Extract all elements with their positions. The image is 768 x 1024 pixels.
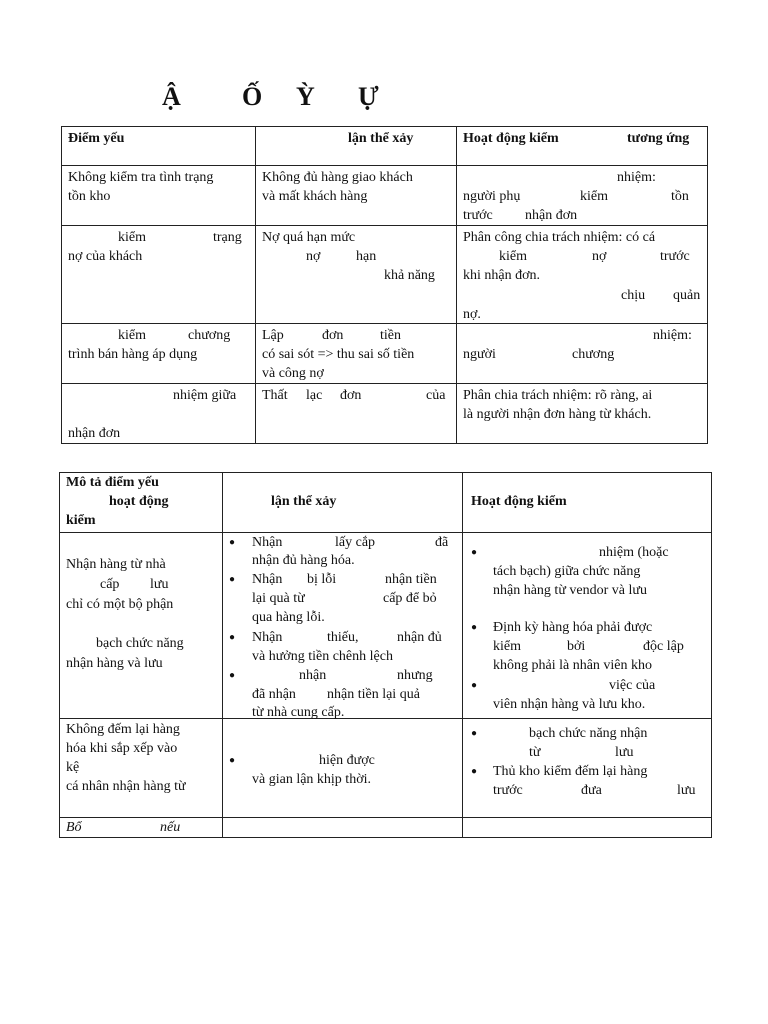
table1-header-control-b: tương ứng — [627, 131, 690, 146]
cell-text: viên nhận hàng và lưu kho. — [493, 697, 646, 712]
cell-text: Phân công chia trách nhiệm: có cá — [463, 230, 656, 245]
cell-text: kiểm — [493, 639, 521, 654]
table-cell — [60, 533, 223, 719]
title-char-4: Ự — [358, 82, 379, 111]
cell-text: nhiệm: — [653, 328, 692, 343]
cell-text: chương — [572, 347, 615, 362]
table2-header-control: Hoạt động kiểm — [471, 494, 567, 509]
cell-text: nếu — [160, 820, 181, 835]
cell-text: lấy cắp — [335, 535, 376, 550]
cell-text: nhận tiền lại quả — [327, 687, 420, 702]
cell-text: Không đủ hàng giao khách — [262, 170, 413, 185]
table-row — [62, 324, 708, 384]
table1-header-cell — [457, 127, 708, 166]
cell-text: đơn — [340, 388, 362, 403]
cell-text: người — [463, 347, 496, 362]
table1-header-weakness: Điểm yếu — [68, 131, 125, 146]
table-row — [62, 166, 708, 226]
table-row — [62, 384, 708, 444]
cell-text: nhận đủ hàng hóa. — [252, 553, 355, 568]
cell-text: Lập — [262, 328, 284, 343]
cell-text: kiểm — [580, 189, 608, 204]
table-cell — [463, 719, 712, 818]
cell-text: người phụ — [463, 189, 521, 204]
cell-text: Không kiểm tra tình trạng — [68, 170, 214, 185]
cell-text: nhiệm: — [617, 170, 656, 185]
cell-text: đã — [435, 535, 449, 550]
table-row — [62, 226, 708, 324]
cell-text: nhưng — [397, 668, 433, 683]
table-cell — [457, 384, 708, 444]
table-cell — [62, 324, 256, 384]
cell-text: chịu — [621, 288, 646, 303]
cell-text: bởi — [567, 639, 586, 654]
cell-text: từ nhà cung cấp. — [252, 705, 345, 720]
table2-header-weakness-c: kiểm — [66, 513, 96, 528]
cell-text: trạng — [213, 230, 242, 245]
cell-text: lưu — [615, 745, 634, 760]
cell-text: độc lập — [643, 639, 684, 654]
table-row — [60, 533, 712, 719]
cell-text: và hưởng tiền chênh lệch — [252, 649, 393, 664]
table2-header-weakness: Mô tả điểm yếu — [66, 475, 159, 490]
cell-text: Không đếm lại hàng — [66, 722, 180, 737]
cell-text: trước — [463, 208, 493, 223]
bullet-icon: ● — [471, 728, 478, 739]
cell-text: nhận tiền — [385, 572, 437, 587]
cell-text: đưa — [581, 783, 602, 798]
bullet-icon: ● — [229, 537, 236, 548]
table-cell — [457, 324, 708, 384]
cell-text: việc của — [609, 678, 656, 693]
cell-text: trình bán hàng áp dụng — [68, 347, 198, 362]
table2-header-weakness-b: hoạt động — [109, 494, 169, 509]
cell-text: tách bạch) giữa chức năng — [493, 564, 641, 579]
bullet-icon: ● — [229, 670, 236, 681]
cell-text: Định kỳ hàng hóa phải được — [493, 620, 653, 635]
table-cell — [223, 818, 463, 838]
title-char-2: Ố — [242, 82, 263, 111]
cell-text: tiền — [380, 328, 401, 343]
cell-text: nhận đơn — [68, 426, 121, 441]
cell-text: qua hàng lỗi. — [252, 610, 325, 625]
cell-text: thiếu, — [327, 630, 359, 645]
cell-text: Nhận hàng từ nhà — [66, 557, 166, 572]
table1-header-control: Hoạt động kiểm — [463, 131, 559, 146]
cell-text: cá nhân nhận hàng từ — [66, 779, 186, 794]
cell-text: của — [426, 388, 446, 403]
cell-text: hạn — [356, 249, 377, 264]
bullet-icon: ● — [229, 574, 236, 585]
cell-text: khi nhận đơn. — [463, 268, 541, 283]
cell-text: Nhận — [252, 572, 283, 587]
bullet-icon: ● — [471, 622, 478, 633]
table-cell — [223, 533, 463, 719]
cell-text: nợ — [592, 249, 607, 264]
table-cell — [463, 818, 712, 838]
table-row — [60, 719, 712, 818]
cell-text: trước — [493, 783, 523, 798]
cell-text: kiểm — [499, 249, 527, 264]
cell-text: lưu — [677, 783, 696, 798]
cell-text: Thất — [262, 388, 288, 403]
cell-text: chỉ có một bộ phận — [66, 597, 174, 612]
cell-text: hiện được — [319, 753, 375, 768]
cell-text: nhận — [299, 668, 327, 683]
cell-text: là người nhận đơn hàng từ khách. — [463, 407, 652, 422]
cell-text: nhận đủ — [397, 630, 442, 645]
cell-text: hóa khi sắp xếp vào — [66, 741, 178, 756]
table-cell — [256, 384, 457, 444]
cell-text: Phân chia trách nhiệm: rõ ràng, ai — [463, 388, 653, 403]
title-char-3: Ỳ — [296, 82, 315, 111]
table2-header-row — [60, 473, 712, 533]
table-cell — [223, 719, 463, 818]
cell-text: Thủ kho kiểm đếm lại hàng — [493, 764, 648, 779]
bullet-icon: ● — [471, 680, 478, 691]
table1-header-fraud: lận thể xảy — [348, 131, 414, 146]
cell-text: Nhận — [252, 535, 283, 550]
cell-text: Bổ — [66, 820, 82, 835]
cell-text: nhiệm giữa — [173, 388, 237, 403]
weakness-table-1 — [61, 126, 708, 444]
cell-text: bị lỗi — [307, 572, 337, 587]
table-cell — [256, 226, 457, 324]
table2-header-fraud: lận thể xảy — [271, 494, 337, 509]
cell-text: lạc — [306, 388, 323, 403]
cell-text: nợ của khách — [68, 249, 143, 264]
title-char-1: Ậ — [162, 82, 181, 111]
table-cell — [256, 166, 457, 226]
cell-text: khả năng — [384, 268, 435, 283]
cell-text: Nợ quá hạn mức — [262, 230, 356, 245]
table2-header-cell — [463, 473, 712, 533]
table-cell — [463, 533, 712, 719]
table-cell — [62, 384, 256, 444]
cell-text: tồn — [671, 189, 689, 204]
table2-header-cell — [223, 473, 463, 533]
cell-text: chương — [188, 328, 231, 343]
cell-text: quản — [673, 288, 701, 303]
table-cell — [60, 719, 223, 818]
cell-text: nhận hàng và lưu — [66, 656, 163, 671]
table-cell — [62, 226, 256, 324]
table1-header-row — [62, 127, 708, 166]
cell-text: cấp để bỏ — [383, 591, 437, 606]
table-cell — [60, 818, 223, 838]
weakness-table-2 — [59, 472, 712, 838]
cell-text: và mất khách hàng — [262, 189, 368, 204]
cell-text: có sai sót => thu sai số tiền — [262, 347, 415, 362]
table-cell — [457, 166, 708, 226]
table-row — [60, 818, 712, 838]
table-cell — [256, 324, 457, 384]
bullet-icon: ● — [471, 766, 478, 777]
cell-text: kệ — [66, 760, 80, 775]
table-cell — [62, 166, 256, 226]
cell-text: nợ — [306, 249, 321, 264]
cell-text: kiểm — [118, 328, 146, 343]
cell-text: lưu — [150, 577, 169, 592]
cell-text: bạch chức năng — [96, 636, 184, 651]
cell-text: nhận hàng từ vendor và lưu — [493, 583, 647, 598]
bullet-icon: ● — [229, 755, 236, 766]
cell-text: và gian lận khịp thời. — [252, 772, 371, 787]
cell-text: trước — [660, 249, 690, 264]
table-cell — [457, 226, 708, 324]
cell-text: và công nợ — [262, 366, 324, 381]
cell-text: tồn kho — [68, 189, 111, 204]
cell-text: đã nhận — [252, 687, 296, 702]
cell-text: từ — [529, 745, 541, 760]
table1-header-cell — [62, 127, 256, 166]
cell-text: kiểm — [118, 230, 146, 245]
bullet-icon: ● — [471, 547, 478, 558]
table1-header-cell — [256, 127, 457, 166]
cell-text: đơn — [322, 328, 344, 343]
cell-text: nợ. — [463, 307, 481, 322]
cell-text: Nhận — [252, 630, 283, 645]
cell-text: không phải là nhân viên kho — [493, 658, 653, 673]
cell-text: lại quà từ — [252, 591, 305, 606]
cell-text: nhận đơn — [525, 208, 578, 223]
cell-text: cấp — [100, 577, 120, 592]
table2-header-cell — [60, 473, 223, 533]
cell-text: bạch chức năng nhận — [529, 726, 648, 741]
cell-text: nhiệm (hoặc — [599, 545, 669, 560]
bullet-icon: ● — [229, 632, 236, 643]
